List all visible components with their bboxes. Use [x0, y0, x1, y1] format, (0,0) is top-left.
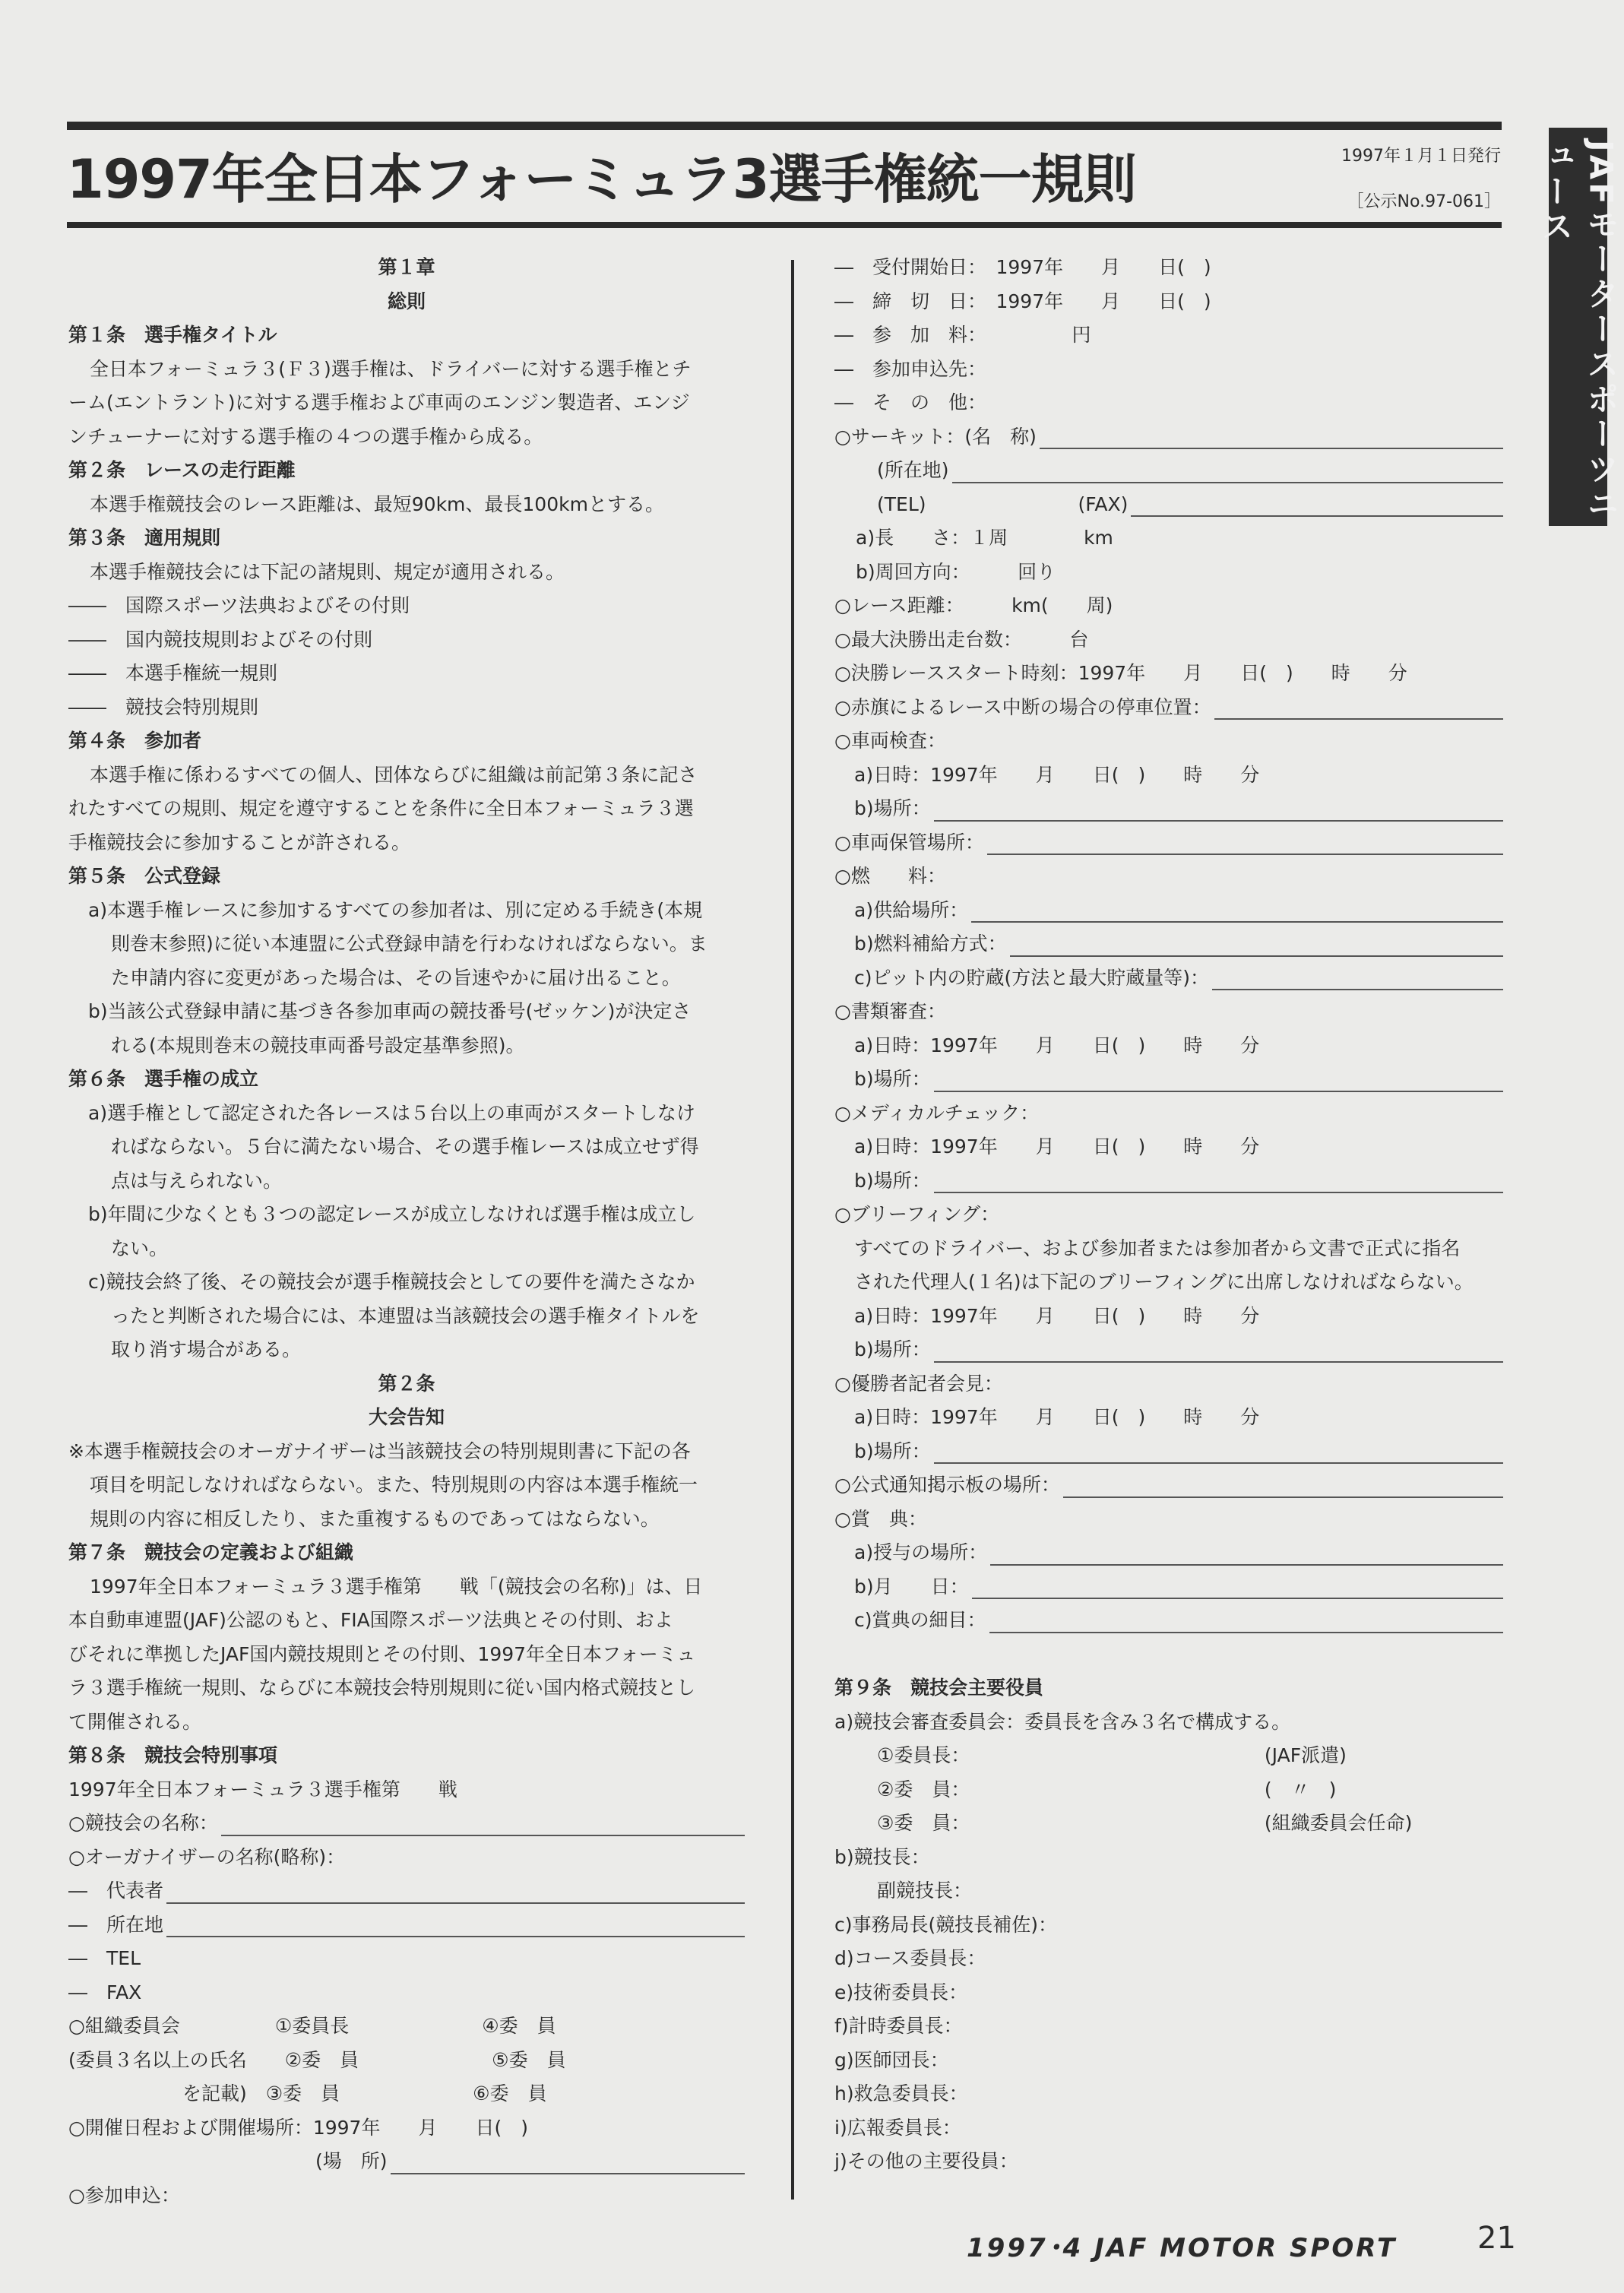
body-text: すべてのドライバー、および参加者または参加者から文書で正式に指名 — [854, 1237, 1461, 1259]
form-field — [834, 792, 1503, 826]
blank-line — [990, 1541, 1503, 1566]
article-heading: 第３条 適用規則 — [68, 527, 221, 549]
blank-line — [166, 1913, 745, 1937]
publication-number: ［公示No.97-061］ — [1347, 192, 1501, 211]
form-field-label: i)広報委員長： — [834, 2116, 961, 2139]
form-field-label: ○ブリーフィング： — [834, 1203, 1000, 1225]
body-text: 全日本フォーミュラ３(Ｆ３)選手権は、ドライバーに対する選手権とチ — [90, 357, 692, 380]
body-text: ーム(エントラント)に対する選手権および車両のエンジン製造者、エンジ — [68, 391, 690, 413]
form-field-label: a)日時：1997年 月 日( ) 時 分 — [854, 1406, 1260, 1428]
form-field-label: ― 参加申込先： — [834, 357, 987, 380]
form-field-label: ○公式通知掲示板の場所： — [834, 1474, 1060, 1496]
body-text: びそれに準拠したJAF国内競技規則とその付則、1997年全日本フォーミュ — [68, 1642, 696, 1665]
body-text: れる(本規則巻末の競技車両番号設定基準参照)。 — [111, 1034, 525, 1056]
form-field-label: (TEL) (FAX) — [877, 492, 1129, 515]
article-heading: 第８条 競技会特別事項 — [68, 1744, 278, 1766]
magazine-footer: 1997･4 JAF MOTOR SPORT — [967, 2233, 1398, 2263]
blank-line — [989, 1609, 1504, 1633]
form-field-label: c)事務局長(競技長補佐)： — [834, 1913, 1058, 1936]
form-field-label: g)医師団長： — [834, 2048, 949, 2071]
body-text: 本選手権に係わるすべての個人、団体ならびに組織は前記第３条に記さ — [90, 763, 698, 786]
body-text: 点は与えられない。 — [111, 1169, 283, 1192]
article-heading: 第６条 選手権の成立 — [68, 1068, 259, 1090]
body-text: ない。 — [111, 1237, 169, 1259]
body-text: 項目を明記しなければならない。また、特別規則の内容は本選手権統一 — [90, 1474, 698, 1496]
form-field — [834, 927, 1503, 961]
page-number: 21 — [1477, 2221, 1516, 2256]
section-side-tab: JAFモータースポーツニュース — [1549, 128, 1607, 526]
blank-line — [987, 831, 1503, 855]
body-text: a)競技会審査委員会：委員長を含み３名で構成する。 — [834, 1710, 1291, 1733]
form-field-label: c)賞典の細目： — [854, 1609, 986, 1631]
body-text: 則巻末参照)に従い本連盟に公式登録申請を行わなければならない。ま — [111, 933, 708, 955]
article-heading: 第５条 公式登録 — [68, 865, 221, 887]
blank-line — [1214, 695, 1503, 720]
form-field-label: ― 受付開始日： 1997年 月 日( ) — [834, 256, 1211, 278]
article-heading: 第２条 レースの走行距離 — [68, 459, 296, 481]
blank-line — [391, 2150, 745, 2174]
body-text: 本自動車連盟(JAF)公認のもと、FIA国際スポーツ法典とその付則、およ — [68, 1609, 673, 1631]
page-title: 1997年全日本フォーミュラ3選手権統一規則 — [67, 148, 1136, 211]
form-field-label: f)計時委員長： — [834, 2015, 963, 2037]
body-text: ればならない。５台に満たない場合、その選手権レースは成立せず得 — [111, 1135, 699, 1158]
header-rule-bottom — [67, 222, 1502, 228]
blank-line — [166, 1880, 745, 1904]
form-field — [834, 1333, 1503, 1367]
list-item: ―― 競技会特別規則 — [68, 695, 259, 718]
form-field-label: ○最大決勝出走台数： 台 — [834, 628, 1089, 651]
body-text: 手権競技会に参加することが許される。 — [68, 831, 411, 854]
blank-line — [1063, 1474, 1503, 1498]
blank-line — [934, 797, 1503, 822]
chapter-number: 第１章 — [378, 256, 435, 278]
form-field-label: b)場所： — [854, 1338, 931, 1360]
form-field-label: a)供給場所： — [854, 898, 969, 921]
blank-line — [1212, 966, 1503, 990]
form-field-label: ○オーガナイザーの名称(略称)： — [68, 1845, 346, 1868]
form-field — [834, 488, 1503, 522]
form-field-label: b)場所： — [854, 1439, 931, 1462]
form-field-label: ○赤旗によるレース中断の場合の停車位置： — [834, 695, 1211, 718]
article-heading: 第９条 競技会主要役員 — [834, 1677, 1044, 1699]
form-field-label: j)その他の主要役員： — [834, 2150, 1018, 2172]
form-field-label: ○競技会の名称： — [68, 1812, 218, 1834]
form-field-label: a)日時：1997年 月 日( ) 時 分 — [854, 1135, 1260, 1158]
form-field-label: (所在地) — [877, 459, 949, 481]
form-field-label: ○賞 典： — [834, 1507, 927, 1530]
form-field — [834, 961, 1503, 996]
form-field — [834, 454, 1503, 488]
form-field-label: b)燃料補給方式： — [854, 933, 1007, 955]
body-text: a)選手権として認定された各レースは５台以上の車両がスタートしなけ — [88, 1101, 695, 1124]
blank-line — [1040, 425, 1503, 449]
body-text: 1997年全日本フォーミュラ３選手権第 戦「(競技会の名称)」は、日 — [90, 1575, 703, 1598]
form-field-label: ○参加申込： — [68, 2184, 180, 2206]
form-field — [834, 1570, 1503, 1604]
body-text: て開催される。 — [68, 1710, 202, 1733]
form-field-label: b)月 日： — [854, 1575, 969, 1598]
blank-line — [221, 1812, 745, 1836]
body-text: れたすべての規則、規定を遵守することを条件に全日本フォーミュラ３選 — [68, 797, 694, 819]
form-field-label: ○車両保管場所： — [834, 831, 984, 854]
list-item: ―― 国内競技規則およびその付則 — [68, 628, 373, 651]
form-field-label: h)救急委員長： — [834, 2082, 968, 2105]
form-field-label: ○決勝レーススタート時刻：1997年 月 日( ) 時 分 — [834, 662, 1407, 684]
form-field — [68, 1807, 745, 1841]
blank-line — [934, 1338, 1503, 1363]
form-field — [834, 826, 1503, 860]
spacer-line — [834, 1638, 1503, 1672]
body-text: 本選手権競技会には下記の諸規則、規定が適用される。 — [90, 560, 565, 583]
form-field — [834, 420, 1503, 454]
form-field — [68, 2145, 745, 2179]
column-divider — [791, 260, 794, 2200]
list-item: ―― 国際スポーツ法典およびその付則 — [68, 594, 410, 616]
list-item: ―― 本選手権統一規則 — [68, 662, 278, 684]
body-text: 1997年全日本フォーミュラ３選手権第 戦 — [68, 1778, 457, 1801]
form-field-label: ― そ の 他： — [834, 391, 987, 413]
chapter-title: 大会告知 — [368, 1406, 445, 1428]
body-text: c)競技会終了後、その競技会が選手権競技会としての要件を満たさなか — [88, 1271, 695, 1293]
body-text: 取り消す場合がある。 — [111, 1338, 302, 1360]
form-field-label: d)コース委員長： — [834, 1947, 986, 1969]
form-field-label: ― TEL — [68, 1947, 141, 1969]
form-field-label: ○開催日程および開催場所：1997年 月 日( ) — [68, 2116, 528, 2139]
body-text: た申請内容に変更があった場合は、その旨速やかに届け出ること。 — [111, 966, 681, 989]
form-field — [834, 1164, 1503, 1199]
body-text: ※本選手権競技会のオーガナイザーは当該競技会の特別規則書に下記の各 — [68, 1439, 691, 1462]
blank-line — [934, 1169, 1503, 1193]
form-field-label: ○車両検査： — [834, 730, 946, 752]
form-field-label: 副競技長： — [877, 1880, 973, 1902]
form-field-label: c)ピット内の貯蔵(方法と最大貯蔵量等)： — [854, 966, 1210, 989]
form-field-label: b)場所： — [854, 1169, 931, 1192]
form-field — [834, 1604, 1503, 1638]
form-field-label: ― 締 切 日： 1997年 月 日( ) — [834, 290, 1211, 312]
form-field — [834, 1435, 1503, 1469]
form-field-label: ○燃 料： — [834, 865, 946, 887]
body-text: b)当該公式登録申請に基づき各参加車両の競技番号(ゼッケン)が決定さ — [88, 1000, 692, 1022]
blank-line — [934, 1439, 1503, 1464]
form-field-label: b)周回方向： 回り — [856, 560, 1056, 583]
left-column — [68, 251, 745, 2212]
form-field-label: (場 所) — [68, 2150, 388, 2172]
form-field-label: a)日時：1997年 月 日( ) 時 分 — [854, 1304, 1260, 1327]
chapter-number: 第２条 — [378, 1372, 435, 1395]
article-heading: 第７条 競技会の定義および組織 — [68, 1541, 354, 1563]
form-field-label: (委員３名以上の氏名 ②委 員 ⑤委 員 — [68, 2048, 566, 2071]
form-field-label: a)授与の場所： — [854, 1541, 988, 1563]
form-field-label: ○メディカルチェック： — [834, 1101, 1040, 1124]
chapter-title: 総則 — [387, 290, 426, 312]
form-field-label: b)競技長： — [834, 1845, 930, 1868]
form-field — [834, 691, 1503, 725]
form-field — [834, 894, 1503, 928]
form-field-label: ○サーキット：(名 称) — [834, 425, 1037, 448]
blank-line — [1131, 492, 1503, 517]
article-heading: 第１条 選手権タイトル — [68, 324, 277, 346]
form-field-label: b)場所： — [854, 797, 931, 819]
form-field-label: e)技術委員長： — [834, 1981, 968, 2003]
body-text: された代理人(１名)は下記のブリーフィングに出席しなければならない。 — [854, 1271, 1474, 1293]
form-field — [68, 1874, 745, 1908]
right-column — [834, 251, 1503, 2179]
form-field-label: ― FAX — [68, 1981, 142, 2003]
form-field-label: ○優勝者記者会見： — [834, 1372, 1003, 1395]
blank-line — [971, 898, 1503, 923]
body-text: a)本選手権レースに参加するすべての参加者は、別に定める手続き(本規 — [88, 898, 703, 921]
form-field-label: ― 所在地 — [68, 1913, 164, 1936]
blank-line — [952, 459, 1503, 483]
article-heading: 第４条 参加者 — [68, 730, 202, 752]
body-text: ンチューナーに対する選手権の４つの選手権から成る。 — [68, 425, 543, 448]
form-field-label: ― 代表者 — [68, 1880, 164, 1902]
form-field — [834, 1468, 1503, 1503]
form-field-label: を記載) ③委 員 ⑥委 員 — [68, 2082, 547, 2105]
blank-line — [1010, 933, 1503, 957]
form-field-label: b)場所： — [854, 1068, 931, 1090]
form-field-label: ― 参 加 料： 円 — [834, 324, 1091, 346]
body-text: 本選手権競技会のレース距離は、最短90km、最長100kmとする。 — [90, 492, 664, 515]
blank-line — [972, 1575, 1503, 1599]
body-text: ったと判断された場合には、本連盟は当該競技会の選手権タイトルを — [111, 1304, 700, 1327]
form-field-label: ○書類審査： — [834, 1000, 946, 1022]
body-text: b)年間に少なくとも３つの認定レースが成立しなければ選手権は成立し — [88, 1203, 696, 1225]
form-field-label: ②委 員： ( 〃 ) — [877, 1778, 1337, 1801]
form-field-label: ①委員長： (JAF派遣) — [877, 1744, 1347, 1766]
blank-line — [934, 1068, 1503, 1092]
form-field — [834, 1536, 1503, 1570]
form-field-label: a)日時：1997年 月 日( ) 時 分 — [854, 1034, 1260, 1056]
form-field — [68, 1908, 745, 1943]
form-field — [834, 1063, 1503, 1097]
form-field-label: ③委 員： (組織委員会任命) — [877, 1812, 1413, 1834]
form-field-label: a)長 さ：１周 km — [856, 527, 1113, 549]
form-field-label: a)日時：1997年 月 日( ) 時 分 — [854, 763, 1260, 786]
header-rule-top — [67, 122, 1502, 130]
publication-date: 1997年１月１日発行 — [1341, 147, 1501, 166]
body-text: 規則の内容に相反したり、また重複するものであってはならない。 — [90, 1507, 660, 1530]
body-text: ラ３選手権統一規則、ならびに本競技会特別規則に従い国内格式競技とし — [68, 1677, 696, 1699]
form-field-label: ○レース距離： km( 周) — [834, 594, 1113, 616]
form-field-label: ○組織委員会 ①委員長 ④委 員 — [68, 2015, 556, 2037]
